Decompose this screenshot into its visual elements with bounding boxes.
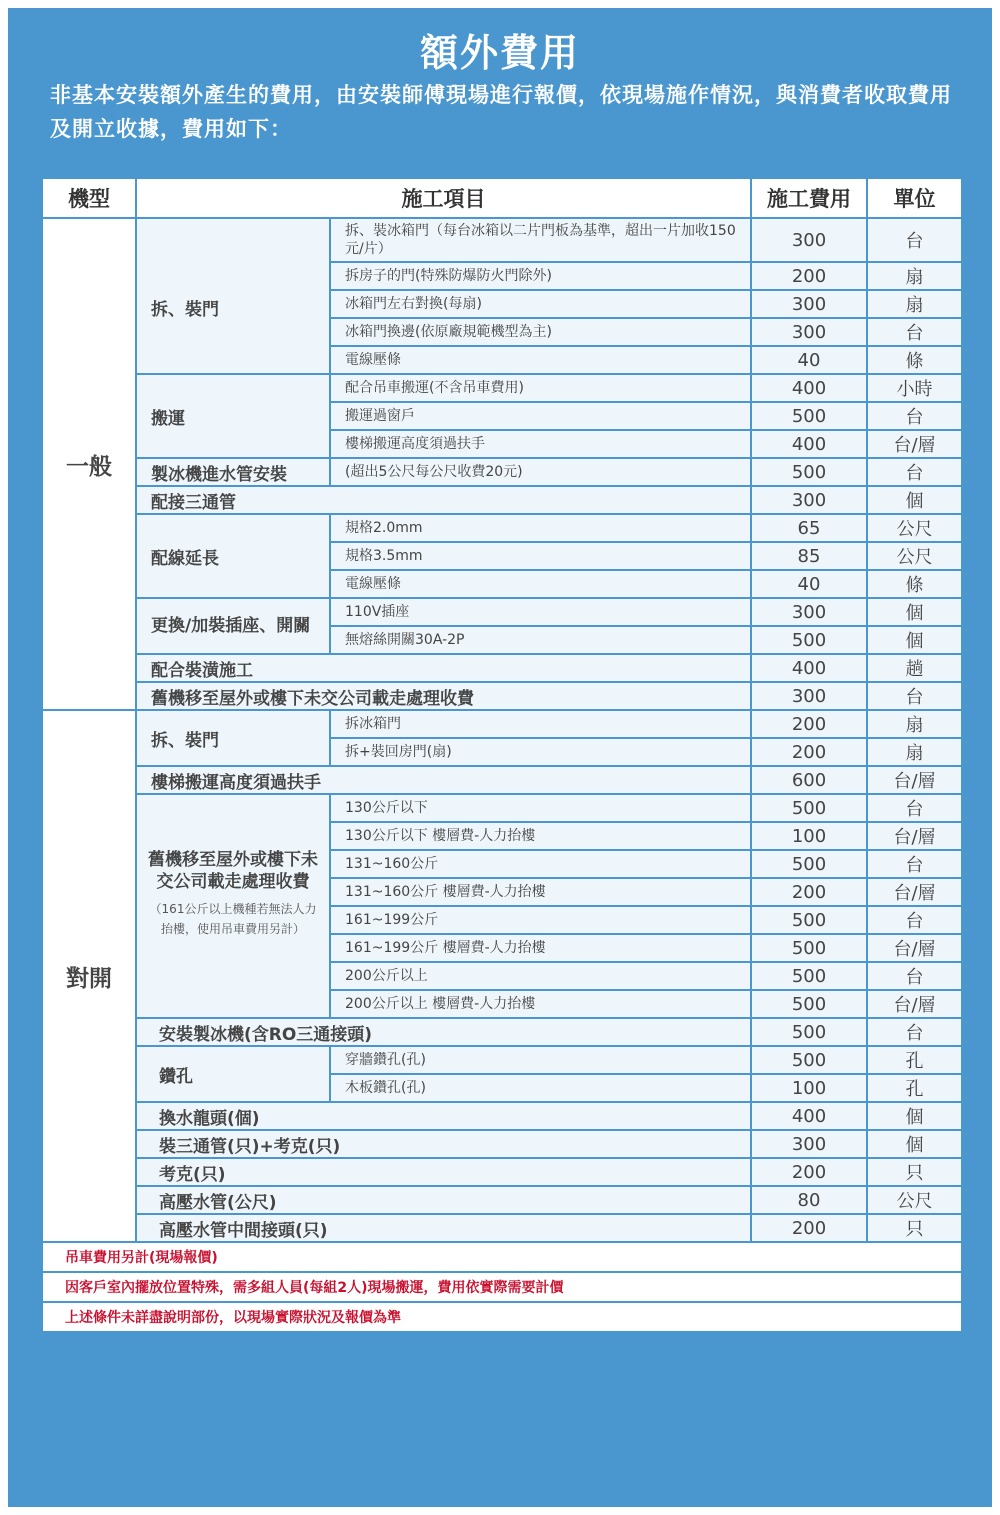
item-label: 無熔絲開關30A-2P: [330, 626, 751, 654]
table-row: [42, 1018, 962, 1046]
unit-value: 台: [867, 458, 962, 486]
table-row: [42, 458, 962, 486]
footnote-text: 上述條件未詳盡說明部份，以現場實際狀況及報價為準: [42, 1302, 962, 1332]
fee-value: 300: [751, 1130, 867, 1158]
type-double-door: 對開: [42, 710, 136, 1242]
table-row: [42, 682, 962, 710]
fee-value: 500: [751, 850, 867, 878]
group-socket: 更換/加裝插座、開關: [136, 598, 330, 654]
fee-value: 500: [751, 906, 867, 934]
intro-text: 非基本安裝額外產生的費用，由安裝師傅現場進行報價，依現場施作情況，與消費者收取費用及開立收據，費用如下：: [50, 83, 952, 141]
group-old-title: 舊機移至屋外或樓下未交公司載走處理收費: [148, 850, 318, 892]
unit-value: 台: [867, 402, 962, 430]
item-label: 冰箱門換邊(依原廠規範機型為主): [330, 318, 751, 346]
item-label: (超出5公尺每公尺收費20元): [330, 458, 751, 486]
item-label: 161~199公斤: [330, 906, 751, 934]
fee-value: 500: [751, 962, 867, 990]
unit-value: 個: [867, 626, 962, 654]
fee-table: [41, 177, 963, 1333]
fee-value: 500: [751, 990, 867, 1018]
header-unit: 單位: [867, 178, 962, 218]
group-move: 搬運: [136, 374, 330, 458]
group-wire: 配線延長: [136, 514, 330, 598]
fee-value: 400: [751, 654, 867, 682]
group-cock: 考克(只): [136, 1158, 751, 1186]
table-row: [42, 1130, 962, 1158]
item-label: 規格2.0mm: [330, 514, 751, 542]
unit-value: 台: [867, 218, 962, 262]
fee-value: 400: [751, 374, 867, 402]
footnote-row: [42, 1302, 962, 1332]
unit-value: 個: [867, 598, 962, 626]
item-label: 電線壓條: [330, 570, 751, 598]
group-stairs: 樓梯搬運高度須過扶手: [136, 766, 751, 794]
fee-value: 500: [751, 458, 867, 486]
group-old-disposal: 舊機移至屋外或樓下未交公司載走處理收費: [136, 682, 751, 710]
item-label: 110V插座: [330, 598, 751, 626]
item-label: 電線壓條: [330, 346, 751, 374]
fee-value: 200: [751, 738, 867, 766]
fee-value: 500: [751, 934, 867, 962]
unit-value: 台: [867, 1018, 962, 1046]
unit-value: 公尺: [867, 542, 962, 570]
fee-value: 500: [751, 1046, 867, 1074]
unit-value: 台: [867, 906, 962, 934]
fee-value: 85: [751, 542, 867, 570]
table-row: [42, 766, 962, 794]
fee-value: 200: [751, 262, 867, 290]
table-row: [42, 710, 962, 738]
group-icemaker: 安裝製冰機(含RO三通接頭): [136, 1018, 751, 1046]
footnote-row: [42, 1242, 962, 1272]
group-old-disposal-2: [136, 794, 330, 1018]
fee-value: 400: [751, 1102, 867, 1130]
item-label: 131~160公斤 樓層費-人力抬樓: [330, 878, 751, 906]
group-hose: 高壓水管(公尺): [136, 1186, 751, 1214]
unit-value: 台: [867, 794, 962, 822]
fee-value: 300: [751, 486, 867, 514]
item-label: 規格3.5mm: [330, 542, 751, 570]
fee-value: 300: [751, 218, 867, 262]
fee-value: 400: [751, 430, 867, 458]
item-label: 200公斤以上: [330, 962, 751, 990]
group-door-2: 拆、裝門: [136, 710, 330, 766]
item-label: 拆+裝回房門(扇): [330, 738, 751, 766]
table-row: [42, 1186, 962, 1214]
fee-value: 100: [751, 1074, 867, 1102]
item-label: 拆、裝冰箱門（每台冰箱以二片門板為基準，超出一片加收150元/片）: [330, 218, 751, 262]
unit-value: 趟: [867, 654, 962, 682]
unit-value: 只: [867, 1158, 962, 1186]
fee-value: 100: [751, 822, 867, 850]
table-row: [42, 1214, 962, 1242]
item-label: 配合吊車搬運(不含吊車費用): [330, 374, 751, 402]
fee-value: 500: [751, 1018, 867, 1046]
item-label: 穿牆鑽孔(孔): [330, 1046, 751, 1074]
unit-value: 扇: [867, 290, 962, 318]
table-row: [42, 654, 962, 682]
fee-value: 200: [751, 710, 867, 738]
table-row: [42, 218, 962, 262]
footnote-text: 吊車費用另計(現場報價): [42, 1242, 962, 1272]
fee-value: 40: [751, 570, 867, 598]
unit-value: 台/層: [867, 430, 962, 458]
unit-value: 台/層: [867, 878, 962, 906]
group-hose-joint: 高壓水管中間接頭(只): [136, 1214, 751, 1242]
table-row: [42, 374, 962, 402]
item-label: 木板鑽孔(孔): [330, 1074, 751, 1102]
header-item: 施工項目: [136, 178, 751, 218]
unit-value: 台/層: [867, 990, 962, 1018]
item-label: 130公斤以下: [330, 794, 751, 822]
table-row: [42, 598, 962, 626]
header-type: 機型: [42, 178, 136, 218]
unit-value: 扇: [867, 710, 962, 738]
unit-value: 公尺: [867, 514, 962, 542]
fee-value: 500: [751, 402, 867, 430]
item-label: 搬運過窗戶: [330, 402, 751, 430]
unit-value: 公尺: [867, 1186, 962, 1214]
item-label: 拆冰箱門: [330, 710, 751, 738]
unit-value: 小時: [867, 374, 962, 402]
unit-value: 條: [867, 570, 962, 598]
table-row: [42, 794, 962, 822]
unit-value: 台: [867, 318, 962, 346]
table-header-row: [42, 178, 962, 218]
footnote-row: [42, 1272, 962, 1302]
header-fee: 施工費用: [751, 178, 867, 218]
unit-value: 台/層: [867, 766, 962, 794]
fee-value: 300: [751, 318, 867, 346]
unit-value: 只: [867, 1214, 962, 1242]
unit-value: 台: [867, 682, 962, 710]
fee-value: 200: [751, 1158, 867, 1186]
table-row: [42, 1102, 962, 1130]
table-row: [42, 1158, 962, 1186]
page-title: 額外費用: [419, 31, 580, 75]
fee-value: 500: [751, 794, 867, 822]
item-label: 200公斤以上 樓層費-人力抬樓: [330, 990, 751, 1018]
fee-value: 300: [751, 598, 867, 626]
unit-value: 個: [867, 486, 962, 514]
group-decoration: 配合裝潢施工: [136, 654, 751, 682]
fee-value: 80: [751, 1186, 867, 1214]
group-tee: 配接三通管: [136, 486, 751, 514]
unit-value: 台/層: [867, 822, 962, 850]
group-door: 拆、裝門: [136, 218, 330, 374]
fee-value: 65: [751, 514, 867, 542]
table-row: [42, 486, 962, 514]
unit-value: 個: [867, 1102, 962, 1130]
item-label: 冰箱門左右對換(每扇): [330, 290, 751, 318]
item-label: 131~160公斤: [330, 850, 751, 878]
fee-value: 200: [751, 878, 867, 906]
unit-value: 台: [867, 962, 962, 990]
unit-value: 個: [867, 1130, 962, 1158]
group-faucet: 換水龍頭(個): [136, 1102, 751, 1130]
unit-value: 扇: [867, 262, 962, 290]
fee-value: 300: [751, 682, 867, 710]
unit-value: 台/層: [867, 934, 962, 962]
group-tee-cock: 裝三通管(只)+考克(只): [136, 1130, 751, 1158]
group-old-note: （161公斤以上機種若無法人力抬樓，使用吊車費用另計）: [149, 902, 317, 936]
group-ice-pipe: 製冰機進水管安裝: [136, 458, 330, 486]
unit-value: 條: [867, 346, 962, 374]
group-drill: 鑽孔: [136, 1046, 330, 1102]
item-label: 拆房子的門(特殊防爆防火門除外): [330, 262, 751, 290]
item-label: 130公斤以下 樓層費-人力抬樓: [330, 822, 751, 850]
fee-value: 40: [751, 346, 867, 374]
fee-value: 200: [751, 1214, 867, 1242]
item-label: 樓梯搬運高度須過扶手: [330, 430, 751, 458]
table-row: [42, 1046, 962, 1074]
table-row: [42, 514, 962, 542]
fee-value: 600: [751, 766, 867, 794]
fee-value: 500: [751, 626, 867, 654]
unit-value: 孔: [867, 1046, 962, 1074]
unit-value: 扇: [867, 738, 962, 766]
unit-value: 孔: [867, 1074, 962, 1102]
fee-value: 300: [751, 290, 867, 318]
unit-value: 台: [867, 850, 962, 878]
footnote-text: 因客戶室內擺放位置特殊，需多組人員(每組2人)現場搬運，費用依實際需要計價: [42, 1272, 962, 1302]
type-general: 一般: [42, 218, 136, 710]
item-label: 161~199公斤 樓層費-人力抬樓: [330, 934, 751, 962]
